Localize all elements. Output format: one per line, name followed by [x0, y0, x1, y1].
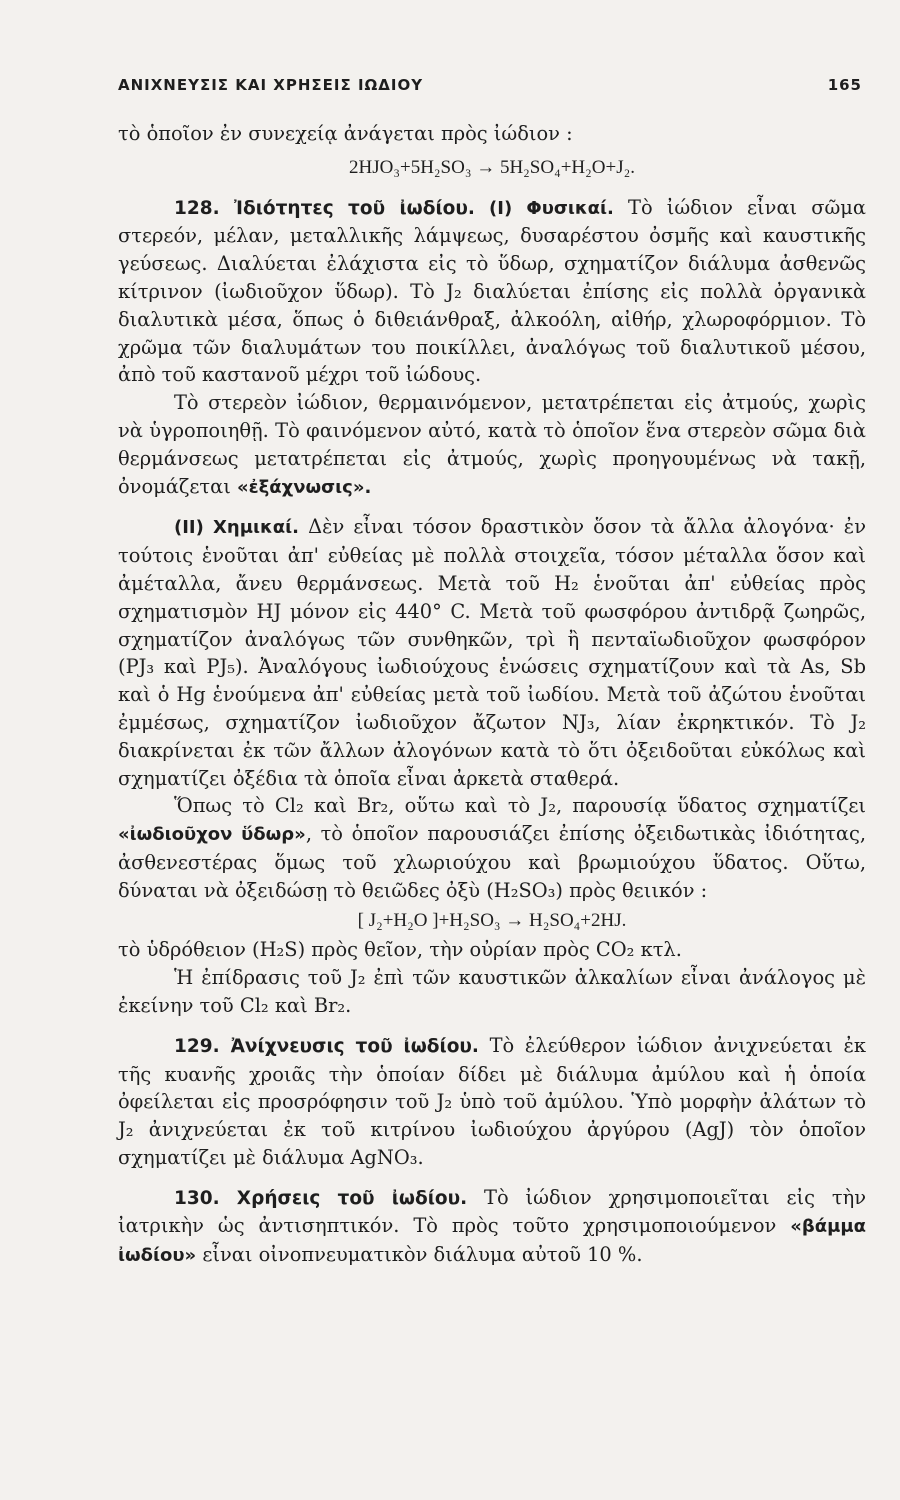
- sublimation-text: Τὸ στερεὸν ἰώδιον, θερμαινόμενον, μετατρέπεται εἰς ἀτμούς, χωρὶς νὰ ὑγροποιηθῇ. Τὸ φαινόμενον αὐτό, κατὰ τὸ ὁποῖον ἕνα στερεὸν σῶμα διὰ θερμάνσεως μετατρέπεται εἰς ἀτμούς, χωρὶς προηγουμένως νὰ τακῇ, ὀνομάζεται: [118, 391, 866, 498]
- chemical-properties-paragraph: [118, 513, 866, 792]
- section-129-heading: 129. Ἀνίχνευσις τοῦ ἰωδίου.: [174, 1035, 479, 1057]
- physical-properties-text: Τὸ ἰώδιον εἶναι σῶμα στερεόν, μέλαν, μεταλλικῆς λάμψεως, δυσαρέστου ὀσμῆς καὶ καυστικῆς γεύσεως. Διαλύεται ἐλάχιστα εἰς τὸ ὕδωρ, σχηματίζον διάλυμα ἀσθενῶς κίτρινον (ἰωδιοῦχον ὕδωρ). Τὸ J₂ διαλύεται ἐπίσης εἰς πολλὰ ὀργανικὰ διαλυτικὰ μέσα, ὅπως ὁ διθειάνθραξ, ἀλκοόλη, αἰθήρ, χλωροφόρμιον. Τὸ χρῶμα τῶν διαλυμάτων του ποικίλλει, ἀναλόγως τοῦ διαλυτικοῦ μέσου, ἀπὸ τοῦ καστανοῦ μέχρι τοῦ ἰώδους.: [118, 195, 866, 387]
- section-128-paragraph: [118, 194, 866, 390]
- sublimation-term: «ἐξάχνωσις».: [236, 476, 372, 498]
- section-129-text: Τὸ ἐλεύθερον ἰώδιον ἀνιχνεύεται ἐκ τῆς κυανῆς χροιᾶς τὴν ὁποίαν δίδει μὲ διάλυμα ἀμύλου καὶ ἡ ὁποία ὀφείλεται εἰς προσρόφησιν τοῦ J₂ ὑπὸ τοῦ ἀμύλου. Ὑπὸ μορφὴν ἀλάτων τὸ J₂ ἀνιχνεύεται ἐκ τοῦ κιτρίνου ἰωδιούχου ἀργύρου (AgJ) τὸν ὁποῖον σχηματίζει μὲ διάλυμα AgNO₃.: [118, 1033, 866, 1169]
- iodine-water-text-b: , τὸ ὁποῖον παρουσιάζει ἐπίσης ὀξειδωτικὰς ἰδιότητας, ἀσθενεστέρας ὅμως τοῦ χλωριούχου καὶ βρωμιούχου ὕδατος. Οὕτω, δύναται νὰ ὀξειδώσῃ τὸ θειῶδες ὀξὺ (H₂SO₃) πρὸς θειικόν :: [118, 822, 866, 902]
- alkali-paragraph: Ἡ ἐπίδρασις τοῦ J₂ ἐπὶ τῶν καυστικῶν ἀλκαλίων εἶναι ἀνάλογος μὲ ἐκείνην τοῦ Cl₂ καὶ Br₂.: [118, 966, 866, 1017]
- iodine-water-text-a: Ὅπως τὸ Cl₂ καὶ Br₂, οὕτω καὶ τὸ J₂, παρουσίᾳ ὕδατος σχηματίζει: [174, 794, 866, 818]
- equation-iodic-acid: 2HJO₃+5H₂SO₃ → 5H₂SO₄+H₂O+J₂.: [349, 156, 635, 178]
- section-130-text-a: Τὸ ἰώδιον χρησιμοποιεῖται εἰς τὴν ἰατρικὴν ὡς ἀντισηπτικόν. Τὸ πρὸς τοῦτο χρησιμοποιούμενον: [118, 1185, 866, 1238]
- chemical-properties-heading: (II) Χημικαί.: [174, 517, 299, 539]
- equation-sulfurous-oxidation: [ J₂+H₂O ]+H₂SO₃ → H₂SO₄+2HJ.: [357, 909, 627, 931]
- running-header: [118, 76, 862, 100]
- hydrogen-sulfide-line: τὸ ὑδρόθειον (H₂S) πρὸς θεῖον, τὴν οὐρίαν πρὸς CO₂ κτλ.: [118, 938, 682, 962]
- physical-properties-heading: (I) Φυσικαί.: [489, 197, 614, 219]
- tincture-term: «βάμμα ἰωδίου»: [118, 1216, 866, 1267]
- section-129-paragraph: [118, 1032, 866, 1172]
- section-130-heading: 130. Χρήσεις τοῦ ἰωδίου.: [174, 1187, 468, 1209]
- chemical-properties-text: Δὲν εἶναι τόσον δραστικὸν ὅσον τὰ ἄλλα ἀλογόνα· ἐν τούτοις ἑνοῦται ἀπ' εὐθείας μὲ πολλὰ στοιχεῖα, τόσον μέταλλα ὅσον καὶ ἀμέταλλα, ἄνευ θερμάνσεως. Μετὰ τοῦ H₂ ἑνοῦται ἀπ' εὐθείας πρὸς σχηματισμὸν HJ μόνον εἰς 440° C. Μετὰ τοῦ φωσφόρου ἀντιδρᾷ ζωηρῶς, σχηματίζον ἀναλόγως τῶν συνθηκῶν, τρὶ ἢ πενταϊωδιοῦχον φωσφόρον (PJ₃ καὶ PJ₅). Ἀναλόγους ἰωδιούχους ἑνώσεις σχηματίζουν καὶ τὰ As, Sb καὶ ὁ Hg ἑνούμενα ἀπ' εὐθείας μετὰ τοῦ ἰωδίου. Μετὰ τοῦ ἀζώτου ἑνοῦται ἐμμέσως, σχηματίζον ἰωδιοῦχον ἄζωτον NJ₃, λίαν ἐκρηκτικόν. Τὸ J₂ διακρίνεται ἐκ τῶν ἄλλων ἀλογόνων κατὰ τὸ ὅτι ὀξειδοῦται εὐκόλως καὶ σχηματίζει ὀξέδια τὰ ὁποῖα εἶναι ἀρκετὰ σταθερά.: [118, 515, 866, 790]
- chapter-title: ΑΝΙΧΝΕΥΣΙΣ ΚΑΙ ΧΡΗΣΕΙΣ ΙΩΔΙΟΥ: [118, 76, 424, 94]
- page-number: 165: [827, 76, 862, 94]
- page-body: [118, 120, 866, 1270]
- iodine-water-paragraph: [118, 792, 866, 904]
- section-130-text-b: εἶναι οἰνοπνευματικὸν διάλυμα αὐτοῦ 10 %.: [196, 1243, 643, 1267]
- intro-line: τὸ ὁποῖον ἐν συνεχείᾳ ἀνάγεται πρὸς ἰώδιον :: [118, 122, 573, 145]
- section-130-paragraph: [118, 1184, 866, 1270]
- section-128-heading: 128. Ἰδιότητες τοῦ ἰωδίου.: [174, 197, 475, 219]
- iodine-water-term: «ἰωδιοῦχον ὕδωρ»: [118, 824, 306, 846]
- sublimation-paragraph: [118, 389, 866, 501]
